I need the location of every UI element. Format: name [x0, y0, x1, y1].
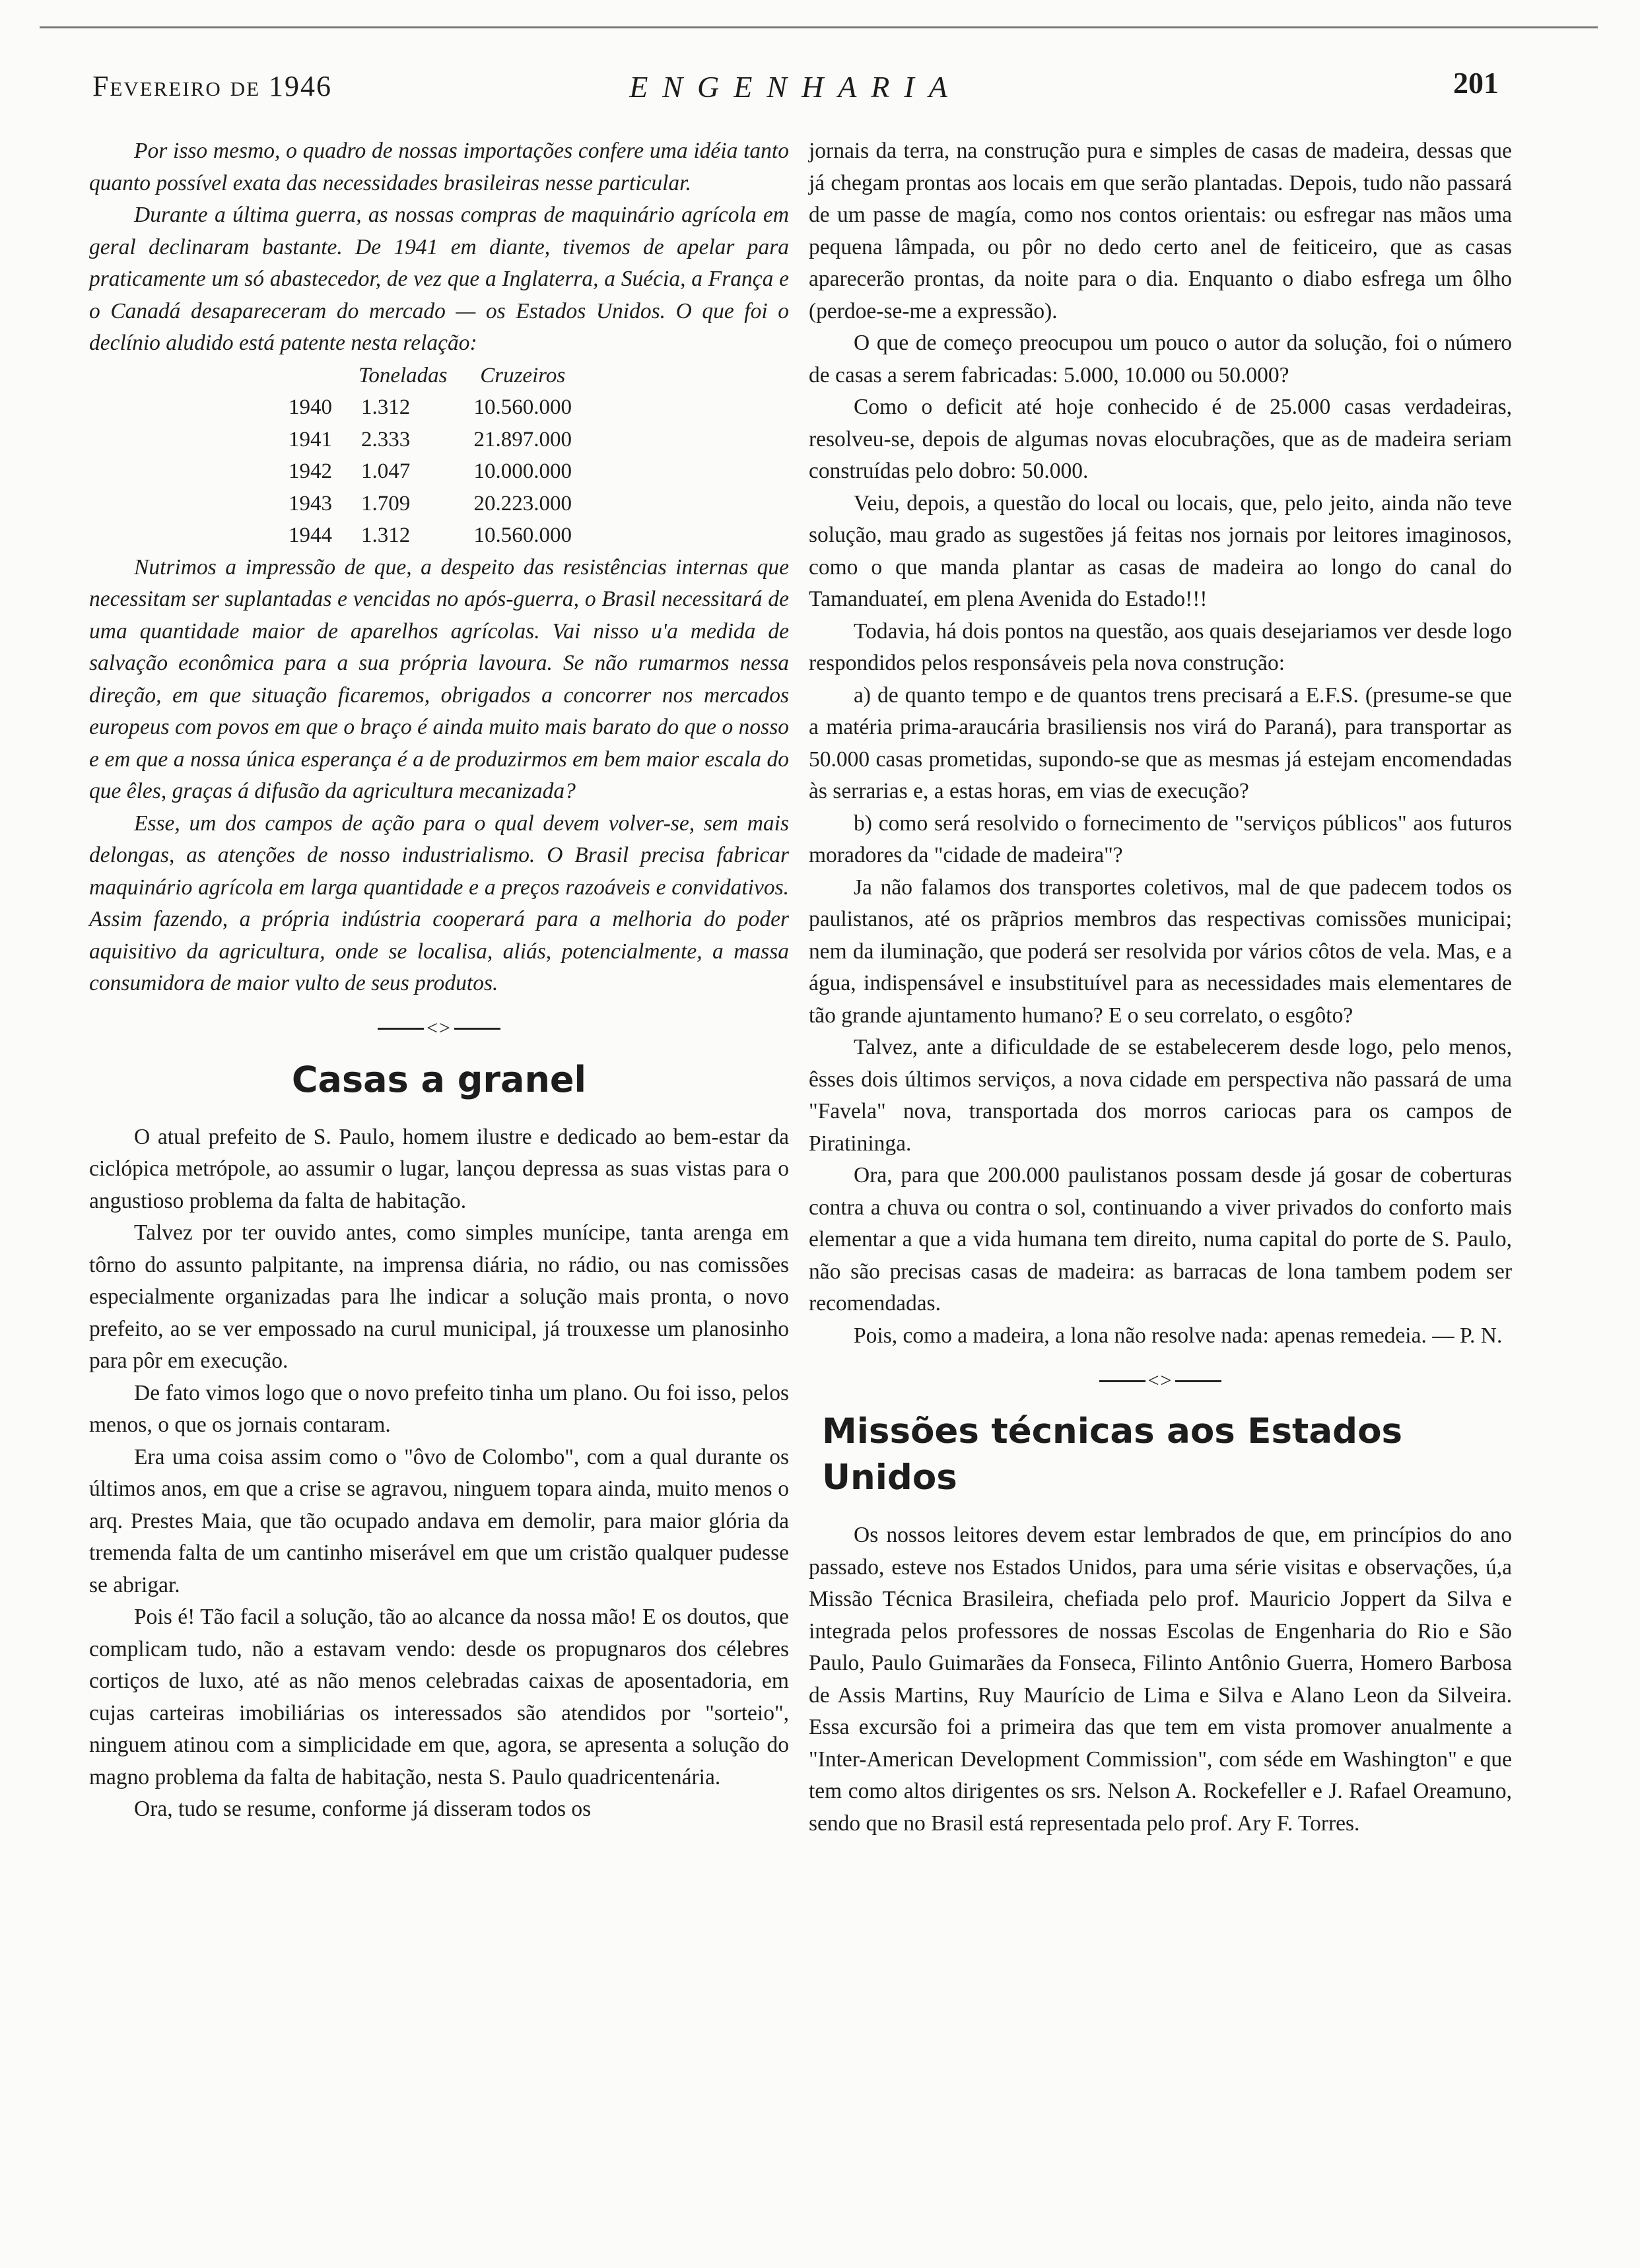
body-paragraph: jornais da terra, na construção pura e simples de casas de madeira, dessas que já chegam prontas aos locais em que serão plantadas. Depois, tudo não passará de um passe de magía, como nos contos orientais: ou esfregar nas mãos uma pequena lâmpada, ou pôr no dedo certo anel de feiticeiro, que as casas aparecerão prontas, da noite para o dia. Enquanto o diabo esfrega um ôlho (perdoe-se-me a expressão).	[809, 139, 1512, 323]
table-header-cell: Toneladas	[359, 363, 448, 387]
body-paragraph: Todavia, há dois pontos na questão, aos quais desejariamos ver desde logo respondidos pelos responsáveis pela nova construção:	[809, 618, 1512, 675]
table-cell-year: 1944	[289, 523, 332, 547]
table-cell-cruzeiros: 20.223.000	[473, 491, 572, 516]
body-paragraph: Ora, para que 200.000 paulistanos possam desde já gosar de coberturas contra a chuva ou contra o sol, continuando a viver privados do conforto mais elementar a que a vida humana tem direito, numa capital do porte de S. Paulo, não são precisas casas de madeira: as barracas de lona tambem podem ser recomendadas.	[809, 1163, 1512, 1316]
question-item-b: b) como será resolvido o fornecimento de "serviços públicos" aos futuros moradores da "cidade de madeira"?	[809, 811, 1512, 867]
table-cell-tons: 1.312	[361, 395, 411, 419]
body-paragraph: Nutrimos a impressão de que, a despeito das resistências internas que necessitam ser suplantadas e vencidas no após-guerra, o Brasil necessitará de uma quantidade maior de aparelhos agrícolas. Vai nisso u'a medida de salvação econômica para a sua própria lavoura. Se não rumarmos nessa direção, em que situação ficaremos, obrigados a concorrer nos mercados europeus com povos em que o braço é ainda muito mais barato do que o nosso e em que a nossa única esperança é a de produzirmos em bem maior escala do que êles, graças á difusão da agricultura mecanizada?	[89, 554, 789, 803]
divider-ornament: <>	[427, 1017, 452, 1040]
question-item-a: a) de quanto tempo e de quantos trens precisará a E.F.S. (presume-se que a matéria prima-araucária brasiliensis nos virá do Paraná), para transportar as 50.000 casas prometidas, supondo-se que as mesmas já estejam encomendadas às serrarias e, a estas horas, em vias de execução?	[809, 683, 1512, 803]
table-cell-year: 1943	[289, 491, 332, 516]
divider-ornament: <>	[1147, 1369, 1173, 1391]
section-divider	[89, 1012, 789, 1045]
section-divider	[809, 1364, 1512, 1397]
table-cell-tons: 1.709	[361, 491, 411, 516]
table-header-row	[274, 360, 586, 392]
table-row	[274, 391, 586, 424]
table-cell-tons: 1.312	[361, 523, 411, 547]
body-paragraph: Talvez por ter ouvido antes, como simples munícipe, tanta arenga em tôrno do assunto palpitante, na imprensa diária, no rádio, ou nas comissões especialmente organizadas para lhe indicar a solução mais pronta, o novo prefeito, ao se ver empossado na curul municipal, já trouxesse um planosinho para pôr em execução.	[89, 1220, 789, 1374]
table-cell-year: 1942	[289, 459, 332, 483]
table-row	[274, 455, 586, 488]
intro-paragraph: Durante a última guerra, as nossas compras de maquinário agrícola em geral declinaram bastante. De 1941 em diante, tivemos de apelar para praticamente um só abastecedor, de vez que a Inglaterra, a Suécia, a França e o Canadá desapareceram do mercado — os Estados Unidos. O que foi o declínio aludido está patente nesta relação:	[89, 203, 789, 355]
journal-title: ENGENHARIA	[629, 70, 962, 104]
table-cell-cruzeiros: 10.560.000	[473, 395, 572, 419]
page-top-rule	[40, 26, 1598, 28]
intro-paragraph: Por isso mesmo, o quadro de nossas importações confere uma idéia tanto quanto possível exata das necessidades brasileiras nesse particular.	[89, 139, 789, 195]
body-paragraph: Era uma coisa assim como o "ôvo de Colombo", com a qual durante os últimos anos, em que a crise se agravou, ninguem topara ainda, muito menos o arq. Prestes Maia, que tão ocupado andava em demolir, para maior glória da tremenda falta de um cantinho miserável em que um cristão qualquer pudesse se abrigar.	[89, 1444, 789, 1597]
body-paragraph: Como o deficit até hoje conhecido é de 25.000 casas verdadeiras, resolveu-se, depois de algumas novas elocubrações, que as de madeira seriam construídas pelo dobro: 50.000.	[809, 395, 1512, 483]
table-cell-cruzeiros: 10.000.000	[473, 459, 572, 483]
section-title: Missões técnicas aos Estados Unidos	[822, 1411, 1403, 1498]
body-paragraph: Talvez, ante a dificuldade de se estabelecerem desde logo, pelo menos, êsses dois últimos serviços, a nova cidade em perspectiva não passará de uma "Favela" nova, transportada dos morros cariocas para os campos de Piratininga.	[809, 1035, 1512, 1156]
body-paragraph: Esse, um dos campos de ação para o qual devem volver-se, sem mais delongas, as atenções de nosso industrialismo. O Brasil precisa fabricar maquinário agrícola em larga quantidade e a preços razoáveis e convidativos. Assim fazendo, a própria indústria cooperará para a melhoria do poder aquisitivo da agricultura, onde se localisa, aliás, potencialmente, a massa consumidora de maior vulto de seus produtos.	[89, 811, 789, 995]
divider-line	[378, 1028, 424, 1030]
body-paragraph: O atual prefeito de S. Paulo, homem ilustre e dedicado ao bem-estar da ciclópica metrópole, ao assumir o lugar, lançou depressa as suas vistas para o angustioso problema da falta de habitação.	[89, 1124, 789, 1213]
table-cell-cruzeiros: 10.560.000	[473, 523, 572, 547]
divider-line	[1099, 1380, 1145, 1382]
table-cell-tons: 2.333	[361, 427, 411, 451]
issue-date: Fevereiro de 1946	[92, 70, 333, 102]
body-paragraph: Pois, como a madeira, a lona não resolve nada: apenas remedeia. — P. N.	[854, 1323, 1503, 1348]
body-paragraph: Ora, tudo se resume, conforme já disseram todos os	[134, 1797, 592, 1822]
imports-table	[274, 360, 586, 552]
right-column	[809, 135, 1512, 1840]
body-paragraph: De fato vimos logo que o novo prefeito tinha um plano. Ou foi isso, pelos menos, o que os jornais contaram.	[89, 1380, 789, 1438]
table-row	[274, 519, 586, 552]
body-paragraph: Ja não falamos dos transportes coletivos, mal de que padecem todos os paulistanos, até os prãprios membros das respectivas comissões municipai; nem da iluminação, que poderá ser resolvida por vários côtos de vela. Mas, e a água, indispensável e insubstituível para as necessidades mais elementares de tão grande ajuntamento humano? E o seu correlato, o esgôto?	[809, 875, 1512, 1028]
left-column	[89, 135, 789, 1826]
body-paragraph: O que de começo preocupou um pouco o autor da solução, foi o número de casas a serem fabricadas: 5.000, 10.000 ou 50.000?	[809, 331, 1512, 387]
table-row	[274, 424, 586, 456]
running-header	[92, 66, 1499, 122]
table-cell-year: 1941	[289, 427, 332, 451]
body-paragraph: Veiu, depois, a questão do local ou locais, que, pelo jeito, ainda não teve solução, mau grado as sugestões já feitas nos jornais por leitores imaginosos, como o que manda plantar as casas de madeira ao longo do canal do Tamanduateí, em plena Avenida do Estado!!!	[809, 490, 1512, 611]
table-header-cell	[274, 360, 347, 392]
page-number: 201	[1453, 66, 1499, 100]
body-paragraph: Pois é! Tão facil a solução, tão ao alcance da nossa mão! E os doutos, que complicam tudo, não a estavam vendo: desde os propugnaros dos célebres cortiços de luxo, até as não menos celebradas caixas de aposentadoria, em cujas carteiras imobiliárias os interessados são atendidos por "sorteio", ninguem atinou com a simplicidade em que, agora, se apresenta a solução do magno problema da falta de habitação, nesta S. Paulo quadricentenária.	[89, 1605, 789, 1789]
divider-line	[1175, 1380, 1221, 1382]
table-cell-cruzeiros: 21.897.000	[473, 427, 572, 451]
section-title: Casas a granel	[291, 1058, 587, 1100]
table-cell-tons: 1.047	[361, 459, 411, 483]
body-paragraph: Os nossos leitores devem estar lembrados de que, em princípios do ano passado, esteve nos Estados Unidos, para uma série visitas e observações, ú,a Missão Técnica Brasileira, chefiada pelo prof. Mauricio Joppert da Silva e integrada pelos professores de nossas Escolas de Engenharia do Rio e São Paulo, Paulo Guimarães da Fonseca, Filinto Antônio Guerra, Homero Barbosa de Assis Martins, Ruy Maurício de Lima e Silva e Alano Leon da Silveira. Essa excursão foi a primeira das que tem em vista promover anualmente a "Inter-American Development Commission", com séde em Washington" e que tem como altos dirigentes os srs. Nelson A. Rockefeller e J. Rafael Oreamuno, sendo que no Brasil está representada pelo prof. Ary F. Torres.	[809, 1523, 1512, 1836]
divider-line	[454, 1028, 500, 1030]
table-cell-year: 1940	[289, 395, 332, 419]
table-header-cell: Cruzeiros	[480, 363, 566, 387]
table-row	[274, 488, 586, 520]
